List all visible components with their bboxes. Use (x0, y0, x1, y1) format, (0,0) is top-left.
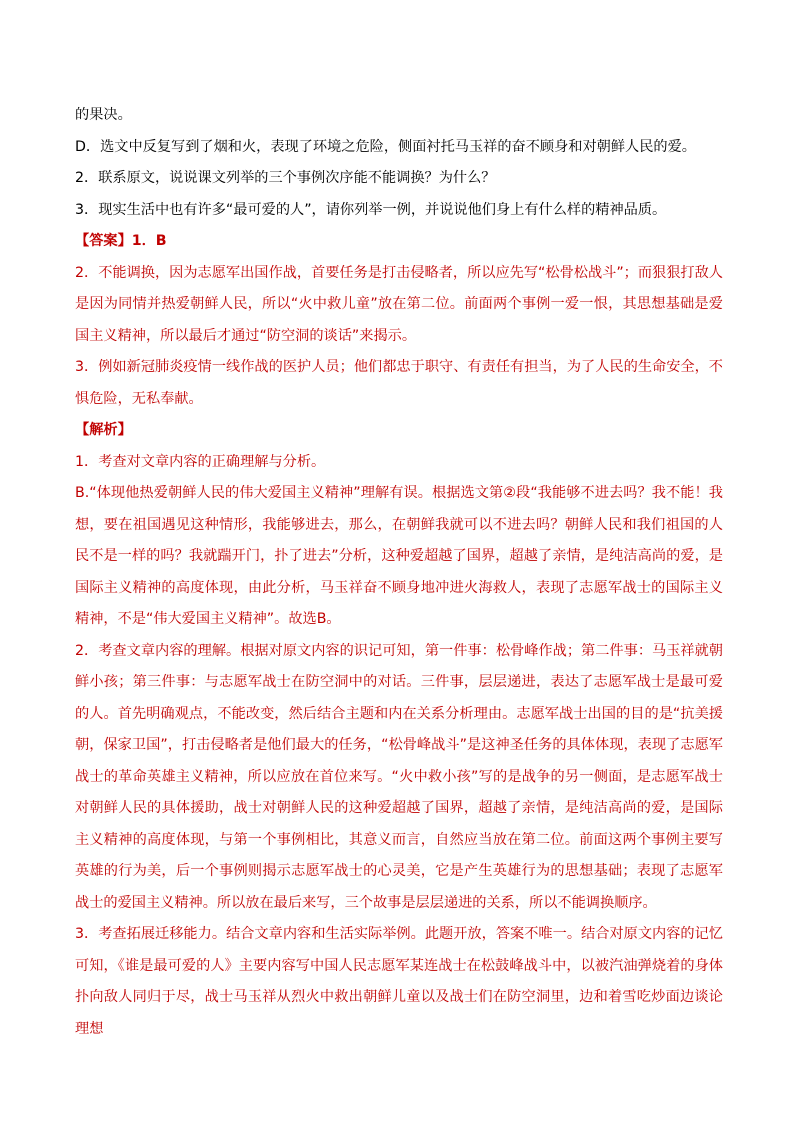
answer-3: 3．例如新冠肺炎疫情一线作战的医护人员；他们都忠于职守、有责任有担当，为了人民的生命安全，不惧危险，无私奉献。 (75, 359, 723, 407)
analysis-1-detail: B.“体现他热爱朝鲜人民的伟大爱国主义精神”理解有误。根据选文第②段“我能够不进去吗？我不能！我想，要在祖国遇见这种情形，我能够进去，那么，在朝鲜我就可以不进去吗？朝鲜人民和我们祖国的人民不是一样的吗？我就踹开门，扑了进去”分析，这种爱超越了国界，超越了亲情，是纯洁高尚的爱，是国际主义精神的高度体现，由此分析，马玉祥奋不顾身地冲进火海救人，表现了志愿军战士的国际主义精神，不是“伟大爱国主义精神”。故选B。 (75, 485, 723, 627)
analysis-heading: 【解析】 (75, 422, 132, 438)
question-3: 3．现实生活中也有许多“最可爱的人”，请你列举一例，并说说他们身上有什么样的精神品质。 (75, 201, 667, 218)
analysis-2: 2．考查文章内容的理解。根据对原文内容的识记可知，第一件事：松骨峰作战；第二件事：马玉祥就朝鲜小孩；第三件事：与志愿军战士在防空洞中的对话。三件事，层层递进，表达了志愿军战士是最可爱的人。首先明确观点，不能改变，然后结合主题和内在关系分析理由。志愿军战士出国的目的是“抗美援朝，保家卫国”，打击侵略者是他们最大的任务，“松骨峰战斗”是这神圣任务的具体体现，表现了志愿军战士的革命英雄主义精神，所以应放在首位来写。“火中救小孩”写的是战争的另一侧面，是志愿军战士对朝鲜人民的具体援助，战士对朝鲜人民的这种爱超越了国界，超越了亲情，是纯洁高尚的爱，是国际主义精神的高度体现，与第一个事例相比，其意义而言，自然应当放在第二位。前面这两个事例主要写英雄的行为美，后一个事例则揭示志愿军战士的心灵美，它是产生英雄行为的思想基础；表现了志愿军战士的爱国主义精神。所以放在最后来写，三个故事是层层递进的关系，所以不能调换顺序。 (75, 642, 723, 911)
text-line-continuation: 的果决。 (75, 107, 132, 123)
analysis-1: 1．考查对文章内容的正确理解与分析。 (75, 453, 326, 470)
answer-2: 2．不能调换，因为志愿军出国作战，首要任务是打击侵略者，所以应先写“松骨松战斗”；而狠狠打敌人是因为同情并热爱朝鲜人民，所以“火中救儿童”放在第二位。前面两个事例一爱一恨，其思想基础是爱国主义精神，所以最后才通过“防空洞的谈话”来揭示。 (75, 264, 723, 344)
question-2: 2．联系原文，说说课文列举的三个事例次序能不能调换？为什么？ (75, 170, 496, 186)
analysis-3: 3．考查拓展迁移能力。结合文章内容和生活实际举例。此题开放，答案不唯一。结合对原文内容的记忆可知，《谁是最可爱的人》主要内容写中国人民志愿军某连战士在松鼓峰战斗中，以被汽油弹烧着的身体扑向敌人同归于尽，战士马玉祥从烈火中救出朝鲜儿童以及战士们在防空洞里，边和着雪吃炒面边谈论理想 (75, 926, 723, 1037)
document-body (75, 100, 723, 1045)
answer-heading: 【答案】1．B (75, 233, 167, 249)
option-d: D．选文中反复写到了烟和火，表现了环境之危险，侧面衬托马玉祥的奋不顾身和对朝鲜人民的爱。 (75, 138, 696, 155)
